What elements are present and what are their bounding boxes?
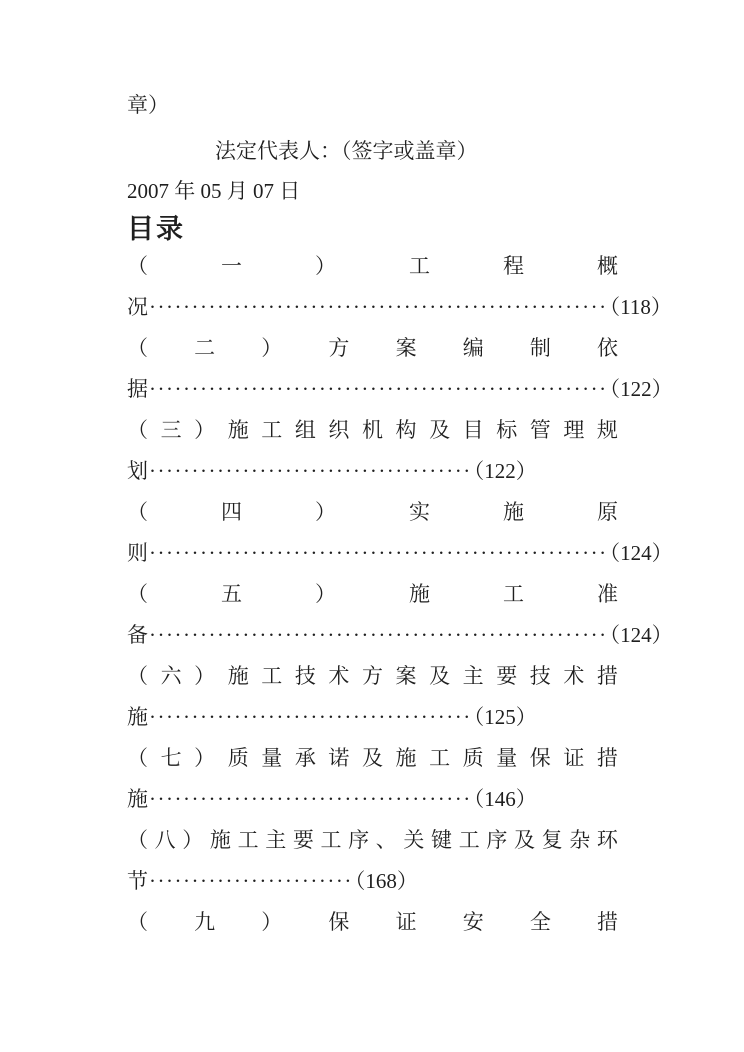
toc-entry-continuation xyxy=(127,779,618,820)
toc-entry-continuation xyxy=(127,533,673,574)
toc-wrap-char: 备 xyxy=(127,623,148,647)
toc-wrap-char: 节 xyxy=(127,869,148,893)
toc-entry-title: （ 一 ） 工 程 概 xyxy=(127,254,618,278)
toc-page-number: （118） xyxy=(609,295,672,319)
toc-entry xyxy=(127,738,618,820)
toc-entry xyxy=(127,574,673,656)
toc-entry-continuation xyxy=(127,369,673,410)
toc-entry xyxy=(127,902,618,943)
toc-list xyxy=(127,246,673,943)
date-line: 2007 年 05 月 07 日 xyxy=(127,179,301,203)
toc-entry xyxy=(127,410,618,492)
toc-entry-title: （ 六 ） 施 工 技 术 方 案 及 主 要 技 术 措 xyxy=(127,664,618,688)
toc-entry-continuation xyxy=(127,287,672,328)
toc-wrap-char: 况 xyxy=(127,295,148,319)
toc-dot-leader: ························ xyxy=(149,869,353,893)
toc-wrap-char: 据 xyxy=(127,377,148,401)
toc-page-number: （146） xyxy=(473,787,537,811)
toc-page-number: （122） xyxy=(473,459,537,483)
toc-entry xyxy=(127,328,673,410)
toc-entry-continuation xyxy=(127,861,618,902)
toc-page-number: （124） xyxy=(609,623,673,647)
toc-entry-continuation xyxy=(127,697,618,738)
toc-page-number: （168） xyxy=(354,869,418,893)
toc-entry-title: （ 三 ） 施 工 组 织 机 构 及 目 标 管 理 规 xyxy=(127,418,618,442)
toc-page-number: （125） xyxy=(473,705,537,729)
toc-wrap-char: 施 xyxy=(127,705,148,729)
toc-dot-leader: ······················································ xyxy=(149,295,608,319)
toc-entry xyxy=(127,820,618,902)
toc-wrap-char: 施 xyxy=(127,787,148,811)
toc-dot-leader: ······················································ xyxy=(149,541,608,565)
toc-entry-title: （ 七 ） 质 量 承 诺 及 施 工 质 量 保 证 措 xyxy=(127,746,618,770)
toc-wrap-char: 划 xyxy=(127,459,148,483)
toc-dot-leader: ······································ xyxy=(149,787,472,811)
toc-dot-leader: ······················································ xyxy=(149,377,608,401)
toc-entry xyxy=(127,656,618,738)
legal-representative-line: 法定代表人：（签字或盖章） xyxy=(215,139,478,163)
toc-dot-leader: ······································ xyxy=(149,459,472,483)
toc-entry-title: （ 八 ） 施 工 主 要 工 序 、 关 键 工 序 及 复 杂 环 xyxy=(127,828,618,852)
fragment-line: 章） xyxy=(127,93,169,117)
toc-entry-title: （ 二 ） 方 案 编 制 依 xyxy=(127,336,618,360)
toc-title: 目录 xyxy=(127,214,185,244)
toc-entry xyxy=(127,246,672,328)
toc-entry xyxy=(127,492,673,574)
toc-entry-continuation xyxy=(127,451,618,492)
toc-entry-continuation xyxy=(127,615,673,656)
toc-entry-title: （ 四 ） 实 施 原 xyxy=(127,500,618,524)
toc-wrap-char: 则 xyxy=(127,541,148,565)
toc-page-number: （122） xyxy=(609,377,673,401)
toc-dot-leader: ······················································ xyxy=(149,623,608,647)
toc-dot-leader: ······································ xyxy=(149,705,472,729)
toc-entry-title: （ 九 ） 保 证 安 全 措 xyxy=(127,910,618,934)
toc-page-number: （124） xyxy=(609,541,673,565)
toc-entry-title: （ 五 ） 施 工 准 xyxy=(127,582,618,606)
